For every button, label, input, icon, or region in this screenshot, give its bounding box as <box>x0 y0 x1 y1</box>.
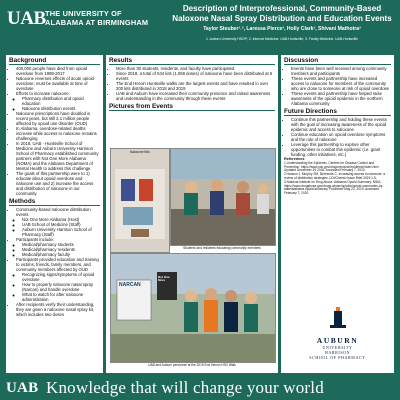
discussion-heading: Discussion <box>284 57 391 65</box>
students-educating-caption: Students and residents educating community members <box>183 246 261 250</box>
team-walk-image <box>111 254 275 362</box>
methods-subitem: ◦ What to watch for after naloxone administration <box>22 292 100 302</box>
background-item: • In 2018, UAB - Huntsville School of Medicine and Auburn University Harrison School of Pharmacy established community partners with Not One More Alabama (NOMA) and the Alabama Department of Mental Health to address this challenge <box>16 141 100 171</box>
team-walk-caption: UAB and Auburn personnel at the 2019 End Heroin HSV Walk <box>148 363 236 367</box>
poster-title: Description of Interprofessional, Community-Based Naloxone Nasal Spray Distribution and Education Events <box>172 4 392 23</box>
background-heading: Background <box>9 57 100 65</box>
background-list <box>9 66 100 196</box>
background-item: • The goals of this partnership were to 1) educate about opioid overdose and naloxone use and 2) increase the access and distribution of naloxone in our community. <box>16 171 100 196</box>
methods-subitem: ◦ Recognizing signs/symptoms of opioid overdose <box>22 272 100 282</box>
discussion-item: • These events and partnership have increased access to naloxone for members of the community who are close to someone at risk of opioid overdose <box>291 76 391 91</box>
background-subitem: ◦ Naloxone distribution events <box>22 106 100 111</box>
left-column <box>6 55 103 373</box>
naloxone-kits-image <box>111 149 169 252</box>
methods-item: • Community-based naloxone distribution events ◦ Not One More Alabama (Host) ◦ UAB School of Medicine (Staff) ◦ Auburn University Harrison School of Pharmacy (Staff) <box>16 207 100 237</box>
not-one-more-sign-label: Not One More <box>158 275 170 283</box>
methods-list <box>9 207 100 317</box>
discussion-item: • These events and partnership have helped raise awareness of the opioid epidemic in the northern Alabama community <box>291 91 391 106</box>
methods-subitem: ◦ How to properly naloxone nasal spray (Narcan) and handle overdose <box>22 282 100 292</box>
background-item: • 400,000 people have died from opioid overdose from 1999-2017 <box>16 66 100 76</box>
discussion-item: • Events have been well received among community members and participants <box>291 66 391 76</box>
results-item: • UAB and Auburn have increased their community presence and raised awareness and understanding in the community through these events <box>116 91 275 101</box>
methods-subitem: ◦ Medical/pharmacy faculty <box>22 252 100 257</box>
methods-subitem: ◦ UAB School of Medicine (Staff) <box>22 222 100 227</box>
uab-logo-mark: UAB <box>7 8 46 29</box>
future-directions-heading: Future Directions <box>284 108 391 116</box>
methods-item: • After recipients verify their understanding, they are given a naloxone nasal spray kit, which includes two doses <box>16 302 100 317</box>
auburn-university: UNIVERSITY <box>322 345 353 350</box>
results-list <box>109 66 275 101</box>
results-item: • More than 30 students, residents, and faculty have participated <box>116 66 275 71</box>
reference-item: 2.Hanson J, Murphy SM, Behrends C. Increasing access to naloxone: a review of distribution strategies. LDI/Cherish Issue Brief 2019:1-5. <box>284 172 385 180</box>
future-item: • Continue education on opioid overdose symptoms and the role of naloxone <box>291 132 391 142</box>
auburn-harrison: HARRISON <box>324 350 351 355</box>
references <box>284 158 391 196</box>
auburn-tower-icon <box>327 305 349 329</box>
pictures-heading: Pictures from Events <box>109 103 275 111</box>
results-item: • Since 2018, a total of 534 kits (1,068 doses) of naloxone have been distributed at 5 events <box>116 71 275 81</box>
background-subitem: ◦ Pharmacy distribution and opioid education <box>22 96 100 106</box>
auburn-school: SCHOOL OF PHARMACY <box>309 355 366 360</box>
discussion-list <box>284 66 391 106</box>
future-item: • Continue this partnership and holding these events with the goal of increasing awareness of the opioid epidemic and access to naloxone <box>291 117 391 132</box>
auburn-logo <box>290 305 385 369</box>
poster-authors: Taylor Steuber¹˒², Laressa Pierce², Holly Clark¹, Shivani Mathotra³ <box>203 26 361 32</box>
future-item: • Leverage this partnership to explore other opportunities to combat this epidemic (i.e. grant funding, other initiatives, etc.) <box>291 142 391 157</box>
background-item: • In Alabama, overdose-related deaths increase while access to naloxone remains challenging <box>16 126 100 141</box>
uab-logo-name: THE UNIVERSITY OF ALABAMA AT BIRMINGHAM <box>45 9 149 27</box>
naloxone-kits-caption: Naloxone Kits <box>130 150 150 154</box>
methods-item: • Participants provided education and training to victims, friends, family members, and community members affected by OUD ◦ Recognizing signs/symptoms of opioid overdose ◦ How to properly naloxone nasal spray (Narcan) and handle overdose ◦ What to watch for after naloxone administration <box>16 257 100 302</box>
methods-subitem: ◦ Medical/pharmacy students <box>22 242 100 247</box>
naloxone-kits-photo <box>110 148 170 253</box>
future-directions-list <box>284 117 391 157</box>
methods-heading: Methods <box>9 198 100 206</box>
header-banner <box>0 0 400 52</box>
background-item: • Naloxone prescriptions have doubled in recent years, but still 2.1 million people affected by opioid use disorder (OUD) <box>16 111 100 126</box>
team-walk-photo <box>110 253 276 363</box>
methods-subitem: ◦ Not One More Alabama (Host) <box>22 217 100 222</box>
uab-logo <box>7 8 149 29</box>
students-educating-image <box>171 149 275 245</box>
background-item: • Naloxone reverses effects of acute opioid overdose; must be available at time of overdose <box>16 76 100 91</box>
narcan-sign-label: NARCAN <box>119 282 141 288</box>
reference-item: 1.Understanding the Epidemic. Centers for Disease Control and Prevention. https://www.cdc.gov/drugoverdose/epidemic/index.html Updated December 19 2018. Accessed February 7, 2020. <box>284 160 379 173</box>
footer-tagline: UAB Knowledge that will change your world <box>6 378 324 397</box>
results-item: • The End Heroin Huntsville walks are the largest events and have resulted in over 200 kits distributed in 2018 and 2019 <box>116 81 275 91</box>
auburn-name: AUBURN <box>316 336 359 345</box>
background-item: • Efforts to increase naloxone: ◦ Pharmacy distribution and opioid education ◦ Naloxone distribution events <box>16 91 100 111</box>
methods-subitem: ◦ Auburn University Harrison School of Pharmacy (Staff) <box>22 227 100 237</box>
poster-affiliations: 1. Auburn University HSOP; 2. Internal Medicine, UAB-Huntsville; 3. Family Medicine, UAB-Huntsville <box>206 37 358 41</box>
methods-item: • Participants include: ◦ Medical/pharmacy students ◦ Medical/pharmacy residents ◦ Medical/pharmacy faculty <box>16 237 100 257</box>
students-educating-photo <box>170 148 276 246</box>
references-heading: References <box>284 157 305 161</box>
methods-subitem: ◦ Medical/pharmacy residents <box>22 247 100 252</box>
footer-uab-mark: UAB <box>6 380 39 396</box>
reference-item: 3.National Institute on Drug Abuse. Alabama Opioid Summary. NIDA. https://www.drugabuse.gov/drugs-abuse/opioids/opioid-summaries-by-state/alabama-opioid-summary. Published May 22, 2019. Accessed February 7, 2020. <box>284 179 384 196</box>
results-heading: Results <box>109 57 275 65</box>
